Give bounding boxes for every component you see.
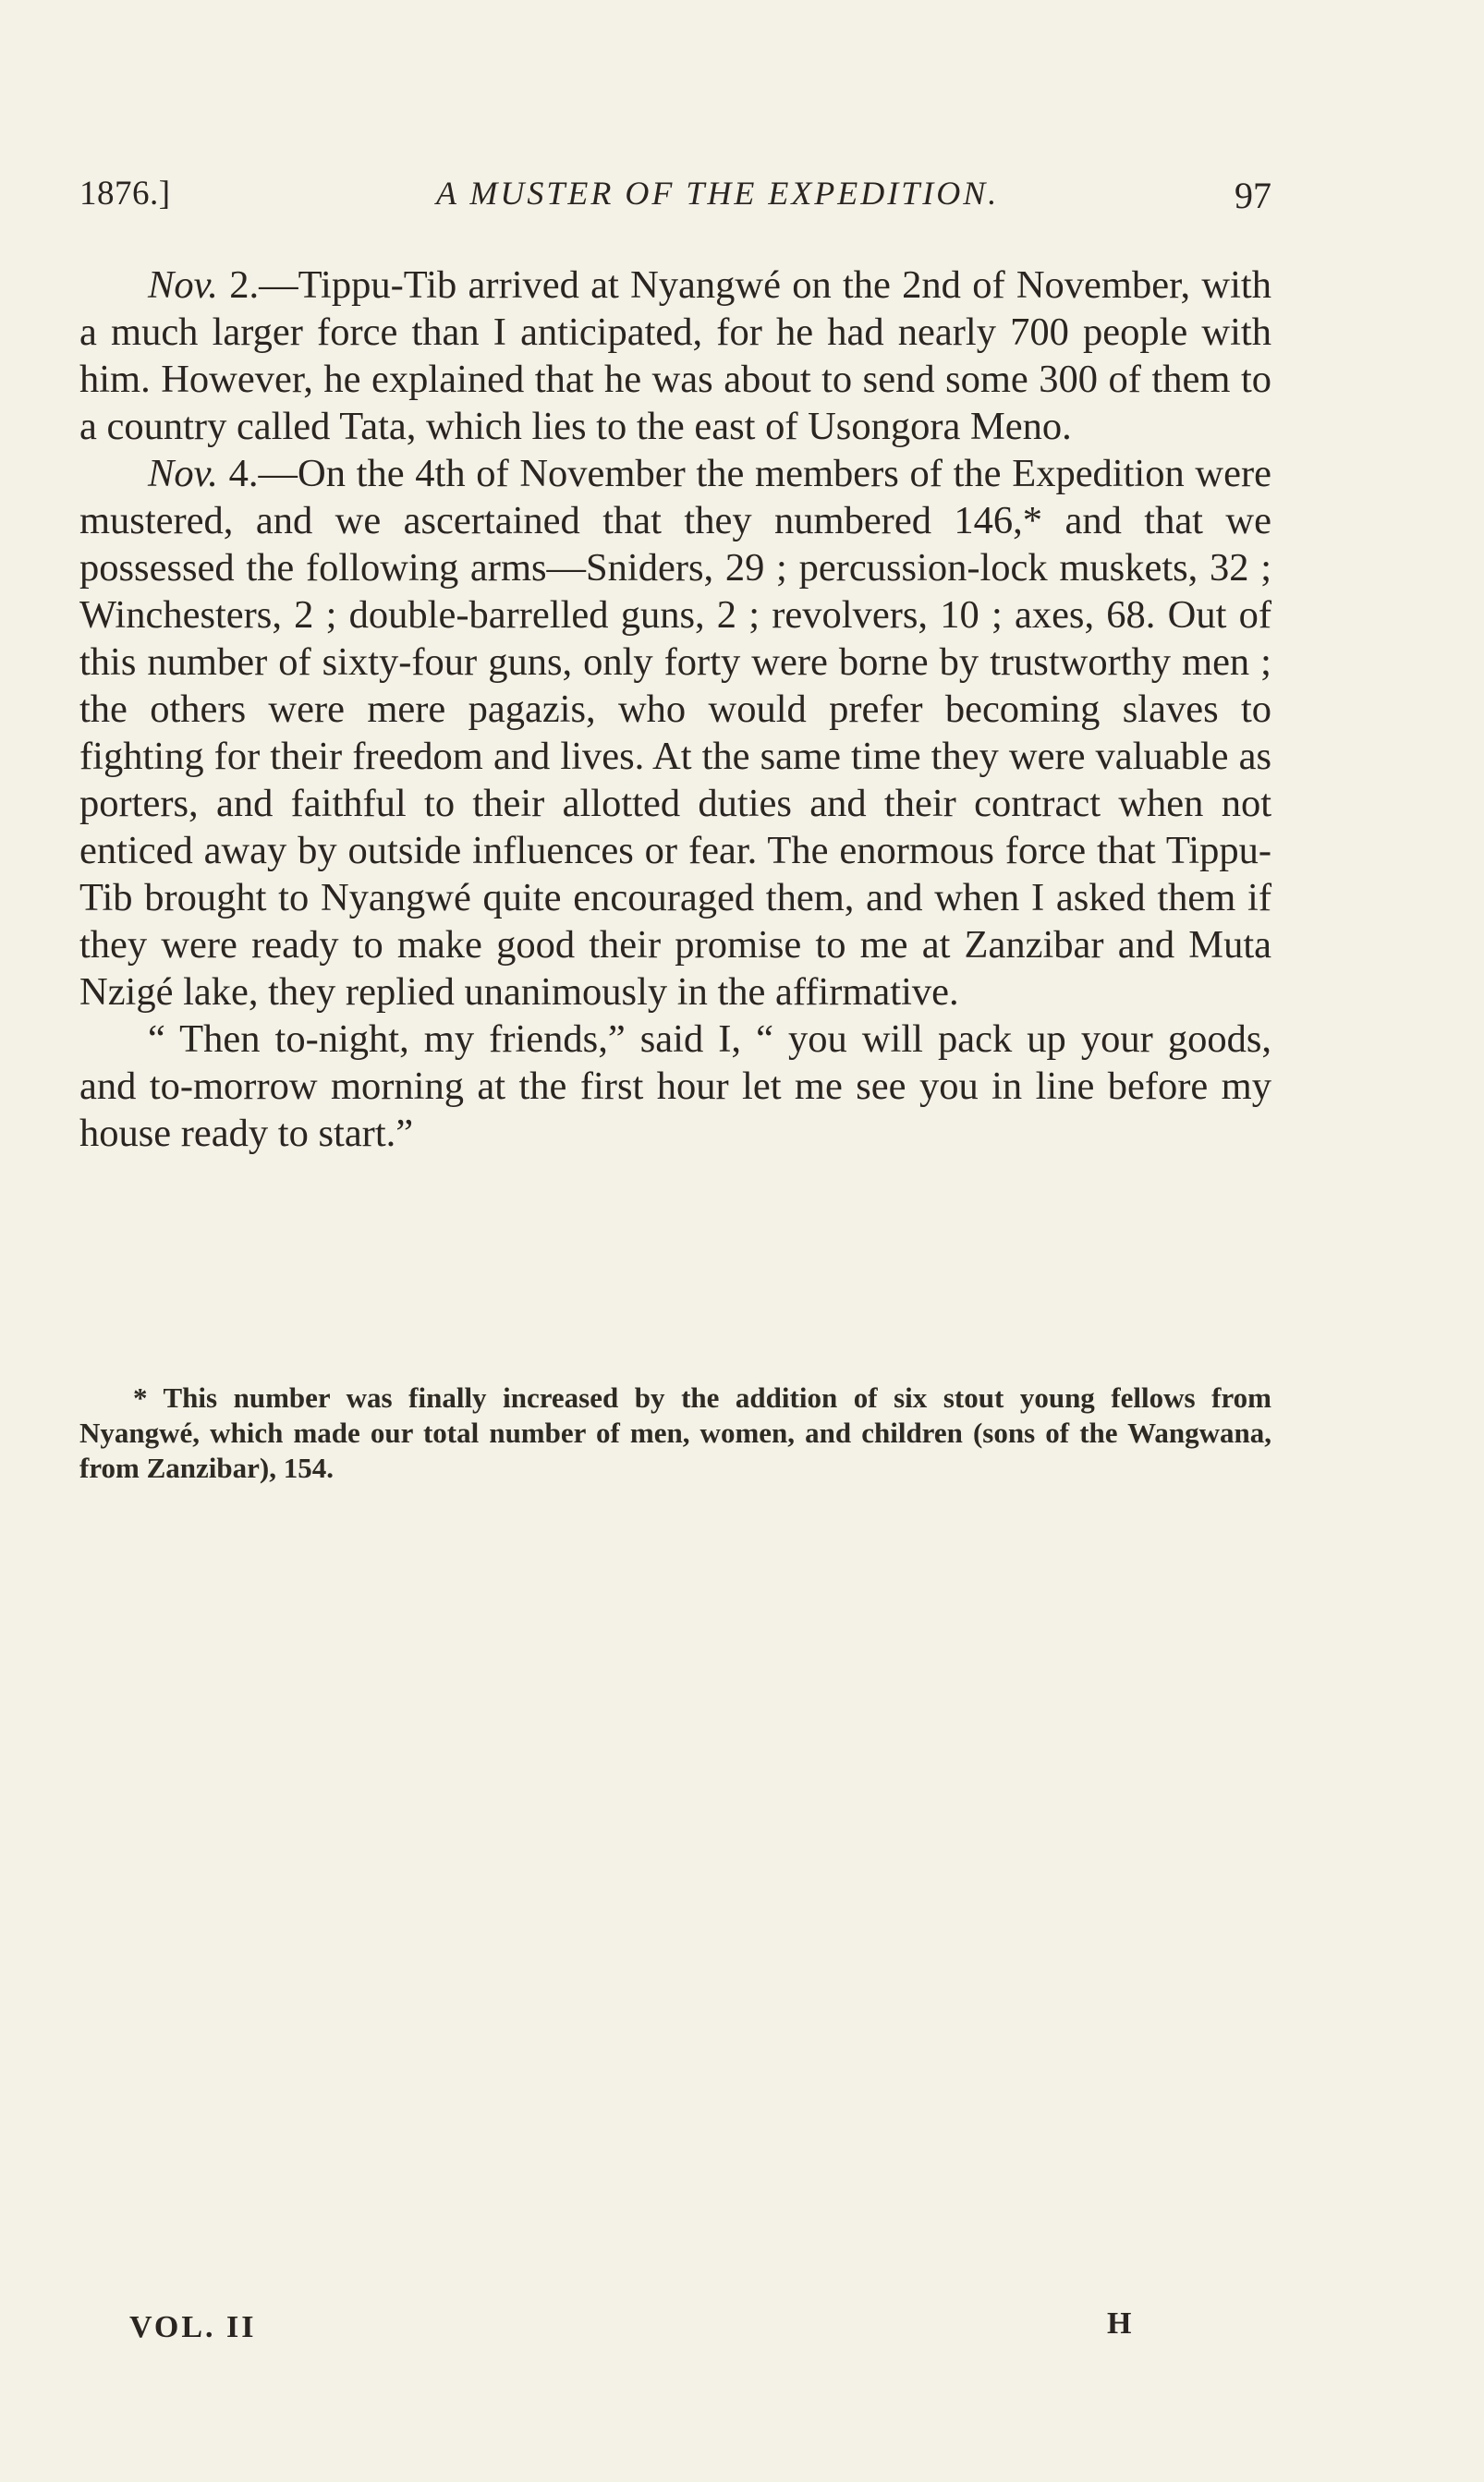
page-number: 97 [1235, 175, 1271, 216]
body-text [79, 262, 1271, 1157]
gathering-mark: H [1107, 2306, 1132, 2341]
paragraph-text: 4.—On the 4th of November the members of the Expedition were mustered, and we ascertained that they numbered 146,* and that we possessed the following arms—Sniders, 29 ; percussion-lock muskets, 32 ; Winchesters, 2 ; double-barrelled guns, 2 ; revolvers, 10 ; axes, 68. Out of this number of sixty-four guns, only forty were borne by trustworthy men ; the others were mere pagazis, who would prefer becoming slaves to fighting for their freedom and lives. At the same time they were valuable as porters, and faithful to their allotted duties and their contract when not enticed away by outside influences or fear. The enormous force that Tippu-Tib brought to Nyangwé quite encouraged them, and when I asked them if they were ready to make good their promise to me at Zanzibar and Muta Nzigé lake, they replied unanimously in the affirmative. [79, 452, 1271, 1014]
date-lead: Nov. [148, 452, 218, 495]
footnote [79, 1381, 1271, 1486]
paragraph [79, 450, 1271, 1016]
footnote-text: * This number was finally increased by the addition of six stout young fellows from Nyangwé, which made our total number of men, women, and children (sons of the Wangwana, from Zanzibar), 154. [79, 1381, 1271, 1484]
running-head-year: 1876.] [79, 175, 171, 213]
paragraph-text: 2.—Tippu-Tib arrived at Nyangwé on the 2nd of November, with a much larger force than I anticipated, for he had nearly 700 people with him. However, he explained that he was about to send some 300 of them to a country called Tata, which lies to the east of Usongora Meno. [79, 263, 1271, 448]
paragraph-text: “ Then to-night, my friends,” said I, “ you will pack up your goods, and to-morrow morning at the first hour let me see you in line before my house ready to start.” [79, 1017, 1271, 1155]
running-head [79, 174, 1271, 220]
paragraph [79, 262, 1271, 450]
running-head-title: A MUSTER OF THE EXPEDITION. [436, 175, 1000, 212]
paragraph [79, 1016, 1271, 1157]
date-lead: Nov. [148, 263, 218, 307]
volume-signature: VOL. II [129, 2310, 257, 2344]
